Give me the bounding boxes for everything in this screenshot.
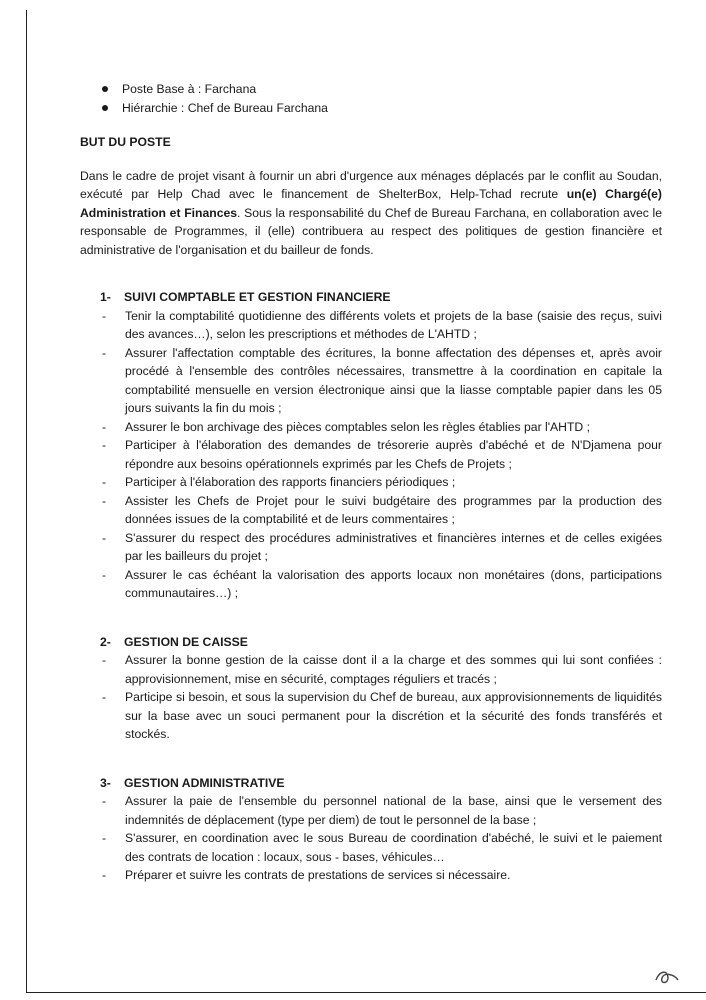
list-item: - Participer à l'élaboration des demandes de trésorerie auprès d'abéché et de N'Djamena pour répondre aux besoins opérationnels exprimés par les Chefs de Projets ;	[102, 438, 662, 471]
list-item: - Participe si besoin, et sous la supervision du Chef de bureau, aux approvisionnements de liquidités sur la base avec un souci permanent pour la discrétion et la sécurité des fonds transférés et stockés.	[102, 690, 662, 741]
bullet-icon	[102, 105, 108, 111]
header-bullets	[80, 80, 662, 117]
list-item: - S'assurer du respect des procédures administratives et financières internes et de celles exigées par les bailleurs du projet ;	[102, 530, 662, 563]
section-title: 1- SUIVI COMPTABLE ET GESTION FINANCIERE	[100, 290, 391, 304]
list-item: Hiérarchie : Chef de Bureau Farchana	[80, 99, 662, 118]
intro-paragraph: Dans le cadre de projet visant à fournir un abri d'urgence aux ménages déplacés par le conflit au Soudan, exécuté par Help Chad avec le financement de ShelterBox, Help-Tchad recrute un(e) Chargé(e) Administration et Finances. Sous la responsabilité du Chef de Bureau Farchana, en collaboration avec le responsable de Programmes, il (elle) contribuera au respect des politiques de gestion financière et administrative de l'organisation et du bailleur de fonds.	[80, 168, 662, 257]
list-item: - S'assurer, en coordination avec le sous Bureau de coordination d'abéché, le suivi et le paiement des contrats de location : locaux, sous - bases, véhicules…	[102, 831, 662, 864]
list-item: Poste Base à : Farchana	[80, 80, 662, 99]
list-item: - Assurer la paie de l'ensemble du personnel national de la base, ainsi que le versement des indemnités de déplacement (type per diem) de tout le personnel de la base ;	[102, 794, 662, 827]
list-item: - Tenir la comptabilité quotidienne des différents volets et projets de la base (saisie des reçus, suivi des avances…), selon les prescriptions et méthodes de L'AHTD ;	[102, 308, 662, 341]
document-body	[80, 80, 662, 885]
section-title: 2- GESTION DE CAISSE	[100, 634, 248, 649]
list-item: - Assurer la bonne gestion de la caisse dont il a la charge et des sommes qui lui sont confiées : approvisionnement, mise en sécurité, comptages réguliers et tracés ;	[102, 653, 662, 686]
section-title: 3- GESTION ADMINISTRATIVE	[100, 775, 285, 790]
section-gestion-administrative	[80, 774, 662, 885]
section-items	[80, 307, 662, 603]
list-item: - Assurer l'affectation comptable des écritures, la bonne affectation des dépenses et, après avoir procédé à l'ensemble des contrôles nécessaires, transmettre à la coordination en capitale la comptabilité mensuelle en version électronique ainsi que la liasse comptable papier dans les 05 jours suivants la fin du mois ;	[102, 345, 662, 415]
section-items	[80, 792, 662, 885]
list-item: - Assister les Chefs de Projet pour le suivi budgétaire des programmes par la production des données issues de la comptabilité et de leurs commentaires ;	[102, 493, 662, 526]
section-gestion-de-caisse	[80, 633, 662, 744]
section-suivi-comptable	[80, 288, 662, 603]
handwritten-mark-icon	[652, 968, 682, 986]
list-item: - Préparer et suivre les contrats de prestations de services si nécessaire.	[102, 868, 511, 882]
section-heading-but-du-poste: BUT DU POSTE	[80, 135, 171, 149]
list-item: - Assurer le cas échéant la valorisation des apports locaux non monétaires (dons, participations communautaires…) ;	[102, 567, 662, 600]
section-items	[80, 651, 662, 744]
list-item: - Assurer le bon archivage des pièces comptables selon les règles établies par l'AHTD ;	[102, 419, 591, 434]
bullet-icon	[102, 86, 108, 92]
list-item: - Participer à l'élaboration des rapports financiers périodiques ;	[102, 475, 456, 489]
